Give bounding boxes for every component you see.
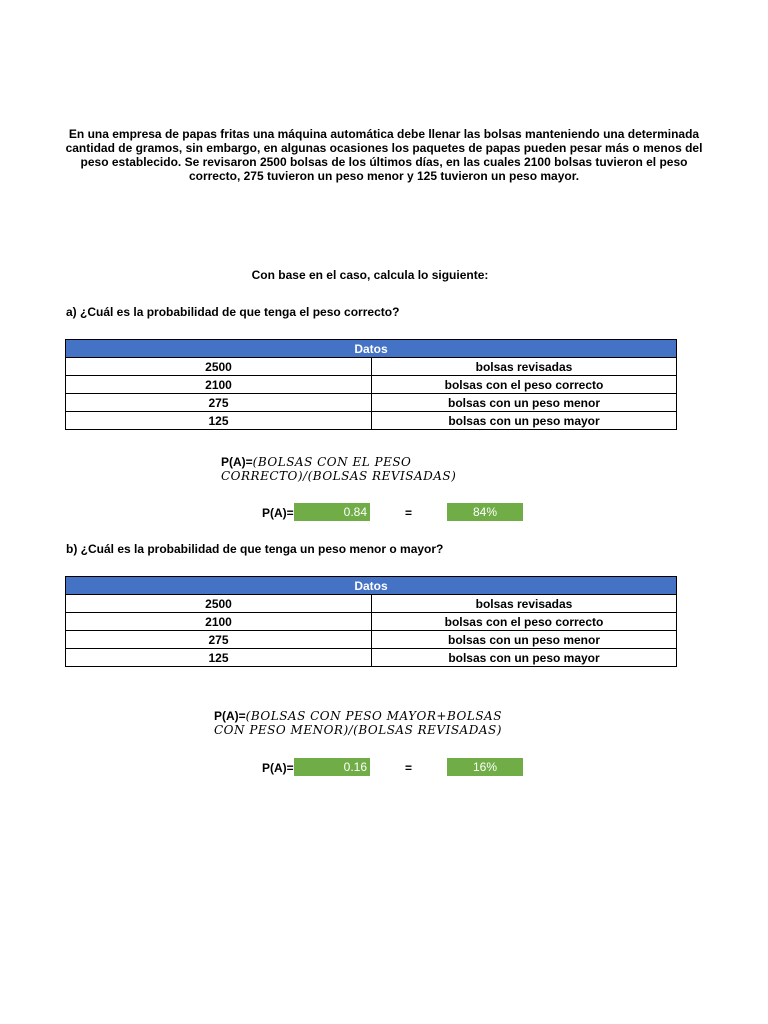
cell-label: bolsas revisadas (372, 358, 677, 376)
result-percent: 84% (447, 503, 523, 521)
result-value-cell (294, 503, 370, 521)
table-header: Datos (66, 340, 677, 358)
cell-label: bolsas con un peso menor (372, 631, 677, 649)
table-row (66, 394, 677, 412)
formula-text: (BOLSAS CON PESO MAYOR+BOLSAS CON PESO MENOR)/(BOLSAS REVISADAS) (214, 709, 502, 737)
cell-label: bolsas con el peso correcto (372, 376, 677, 394)
result-value-cell (294, 758, 370, 776)
result-label: P(A)= (262, 761, 294, 775)
table-header: Datos (66, 577, 677, 595)
table-row (66, 358, 677, 376)
question-a: a) ¿Cuál es la probabilidad de que tenga el peso correcto? (66, 305, 400, 319)
data-table-a (65, 339, 677, 430)
equals-sign: = (405, 506, 413, 520)
result-value: 0.16 (343, 760, 367, 774)
cell-value: 2100 (66, 613, 372, 631)
cell-label: bolsas con un peso menor (372, 394, 677, 412)
problem-statement: En una empresa de papas fritas una máquina automática debe llenar las bolsas manteniendo una determinada cantidad de gramos, sin embargo, en algunas ocasiones los paquetes de papas pueden pesar más o menos del peso establecido. Se revisaron 2500 bolsas de los últimos días, en las cuales 2100 bolsas tuvieron el peso correcto, 275 tuvieron un peso menor y 125 tuvieron un peso mayor. (65, 127, 703, 183)
table-row (66, 649, 677, 667)
cell-value: 125 (66, 649, 372, 667)
cell-label: bolsas con un peso mayor (372, 412, 677, 430)
cell-value: 2500 (66, 358, 372, 376)
cell-label: bolsas revisadas (372, 595, 677, 613)
table-row (66, 613, 677, 631)
table-row (66, 595, 677, 613)
formula-a (221, 455, 461, 483)
cell-label: bolsas con un peso mayor (372, 649, 677, 667)
data-table-b (65, 576, 677, 667)
question-b: b) ¿Cuál es la probabilidad de que tenga un peso menor o mayor? (66, 542, 444, 556)
formula-prefix: P(A)= (221, 455, 253, 469)
table-row (66, 412, 677, 430)
cell-value: 275 (66, 631, 372, 649)
formula-b (214, 709, 534, 737)
result-value: 0.84 (343, 505, 367, 519)
cell-label: bolsas con el peso correcto (372, 613, 677, 631)
formula-prefix: P(A)= (214, 709, 246, 723)
cell-value: 275 (66, 394, 372, 412)
table-row (66, 631, 677, 649)
instruction-heading: Con base en el caso, calcula lo siguiente: (251, 268, 489, 282)
cell-value: 2500 (66, 595, 372, 613)
result-label: P(A)= (262, 506, 294, 520)
equals-sign: = (405, 761, 413, 775)
result-percent: 16% (447, 758, 523, 776)
cell-value: 125 (66, 412, 372, 430)
cell-value: 2100 (66, 376, 372, 394)
formula-text: (BOLSAS CON EL PESO CORRECTO)/(BOLSAS REVISADAS) (221, 455, 457, 483)
table-row (66, 376, 677, 394)
